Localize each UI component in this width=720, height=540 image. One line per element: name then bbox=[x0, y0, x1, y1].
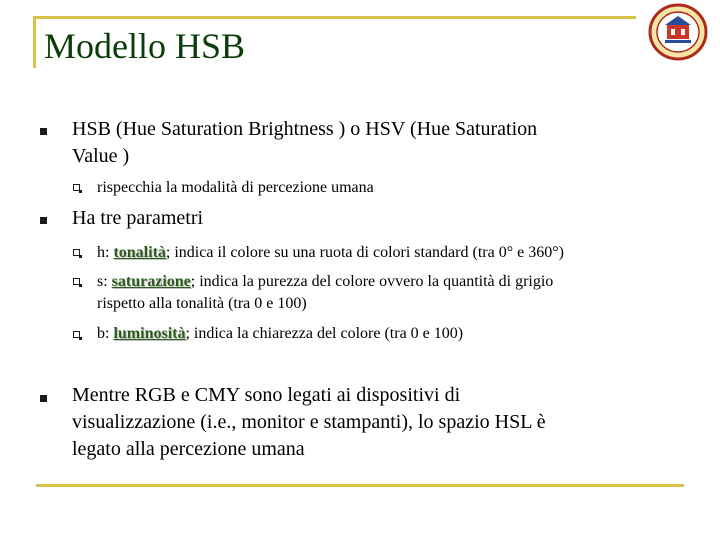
param-prefix: h: bbox=[97, 244, 114, 261]
sub-bullet-text bbox=[97, 242, 697, 264]
param-description: ; indica il colore su una ruota di colori standard (tra 0° e 360°) bbox=[165, 244, 564, 261]
top-rule bbox=[33, 16, 636, 19]
sub-bullet-text: rispecchia la modalità di percezione umana bbox=[97, 179, 374, 196]
university-seal-icon bbox=[648, 3, 708, 61]
sub-bullet-marker bbox=[73, 249, 80, 256]
sub-bullet-text bbox=[97, 271, 697, 315]
sub-bullet-text bbox=[97, 323, 697, 345]
bullet-line: Value ) bbox=[72, 145, 130, 167]
param-description-cont: rispetto alla tonalità (tra 0 e 100) bbox=[97, 295, 307, 312]
bullet-line: Mentre RGB e CMY sono legati ai dispositivi di bbox=[72, 384, 461, 406]
bullet-line: visualizzazione (i.e., monitor e stampanti), lo spazio HSL è bbox=[72, 411, 546, 433]
bullet-line: HSB (Hue Saturation Brightness ) o HSV (Hue Saturation bbox=[72, 118, 538, 140]
slide-title: Modello HSB bbox=[44, 26, 246, 66]
sub-bullet-marker bbox=[73, 331, 80, 338]
sub-bullet-marker bbox=[73, 278, 80, 285]
bullet-marker bbox=[40, 128, 47, 135]
bottom-rule bbox=[36, 484, 684, 487]
bullet-line: legato alla percezione umana bbox=[72, 438, 305, 460]
bullet-text: Ha tre parametri bbox=[72, 207, 204, 229]
param-prefix: s: bbox=[97, 273, 112, 290]
param-term: luminosità bbox=[113, 325, 186, 342]
bullet-text bbox=[72, 382, 672, 463]
param-prefix: b: bbox=[97, 325, 114, 342]
param-description: ; indica la purezza del colore ovvero la quantità di grigio bbox=[190, 273, 554, 290]
left-rule bbox=[33, 16, 36, 68]
param-term: saturazione bbox=[111, 273, 191, 290]
param-description: ; indica la chiarezza del colore (tra 0 e 100) bbox=[185, 325, 464, 342]
sub-bullet-marker bbox=[73, 184, 80, 191]
bullet-text bbox=[72, 116, 672, 170]
bullet-marker bbox=[40, 395, 47, 402]
bullet-marker bbox=[40, 217, 47, 224]
param-term: tonalità bbox=[113, 244, 166, 261]
